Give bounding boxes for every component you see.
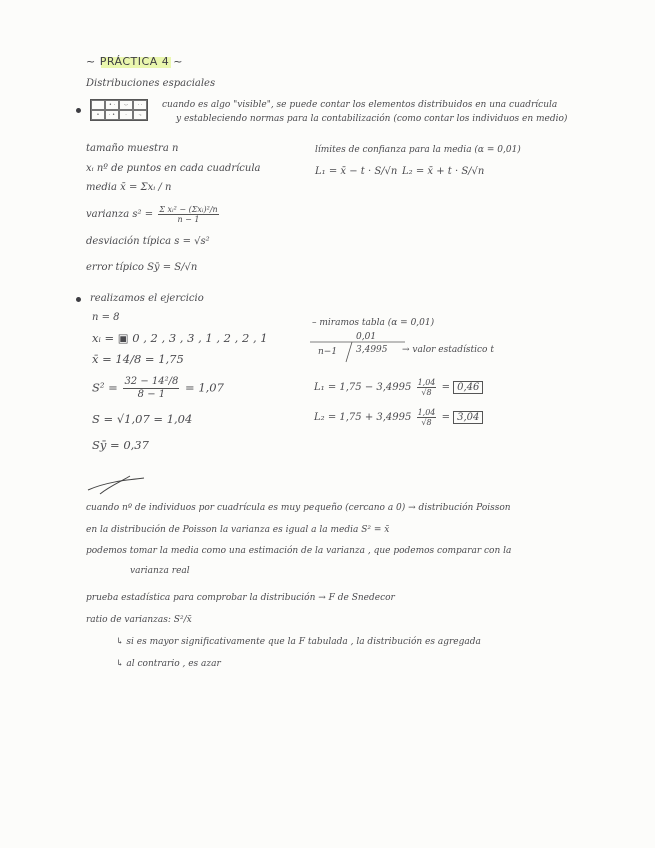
table-title: – miramos tabla (α = 0,01) (312, 318, 435, 328)
L1-calc: L₁ = 1,75 − 3,4995 $\frac{1,04}{√8}$ = 0,46 (314, 378, 483, 397)
exercise-variance (92, 376, 224, 401)
mean-formula: media x̄ = Σxᵢ / n (86, 182, 172, 193)
s2-denominator: 8 − 1 (137, 389, 166, 400)
variance-fraction (158, 205, 218, 224)
s2-numerator: 32 − 14²/8 (124, 376, 179, 387)
variance-label: varianza s² = (86, 209, 154, 220)
exercise-heading: realizamos el ejercicio (90, 293, 204, 304)
L2-calc: L₂ = 1,75 + 3,4995 $\frac{1,04}{√8}$ = 3,04 (314, 408, 483, 427)
grid-cell: ·: (133, 110, 147, 120)
L2-formula: L₂ = x̄ + t · S/√n (402, 166, 485, 177)
note-line-1: cuando nº de individuos por cuadrícula es muy pequeño (cercano a 0) → distribución Poisson (86, 503, 511, 513)
page-title: ~ PRÁCTICA 4 ~ (86, 55, 183, 68)
note-line-5: prueba estadística para comprobar la distribución → F de Snedecor (86, 593, 395, 603)
grid-cell: • · (105, 100, 119, 110)
exercise-xi: xᵢ = ▣ 0 , 2 , 3 , 3 , 1 , 2 , 2 , 1 (92, 331, 268, 345)
exercise-mean: x̄ = 14/8 = 1,75 (92, 352, 184, 366)
sd-formula: desviación típica s = √s² (86, 236, 210, 247)
table-header: 0,01 (356, 332, 377, 342)
xi-def: xᵢ nº de puntos en cada cuadrícula (86, 163, 261, 174)
L2-fraction (417, 408, 437, 427)
table-note: → valor estadístico t (402, 345, 494, 355)
L1-frac-num: 1,04 (417, 378, 436, 387)
exercise-s: S = √1,07 = 1,04 (92, 412, 193, 426)
L2-result: 3,04 (453, 411, 483, 424)
subtitle: Distribuciones espaciales (86, 78, 216, 89)
sample-size-def: tamaño muestra n (86, 143, 179, 154)
s2-fraction (123, 376, 179, 401)
L1-fraction (417, 378, 437, 397)
note-line-4: varianza real (130, 566, 190, 576)
table-row-label: n−1 (318, 347, 338, 357)
s2-result: = 1,07 (185, 380, 224, 395)
se-formula: error típico Sȳ = S/√n (86, 262, 198, 273)
grid-cell (91, 100, 105, 110)
note-line-6: ratio de varianzas: S²/x̄ (86, 615, 192, 625)
intro-line-2: y estableciendo normas para la contabilización (como contar los individuos en medio) (176, 114, 568, 124)
note-line-2: en la distribución de Poisson la varianza es igual a la media S² = x̄ (86, 525, 390, 535)
grid-cell: · · (133, 100, 147, 110)
L2-frac-num: 1,04 (417, 408, 436, 417)
table-value: 3,4995 (356, 345, 388, 355)
L2-frac-den: √8 (421, 418, 432, 427)
bullet-icon (76, 297, 81, 302)
L1-result: 0,46 (453, 381, 483, 394)
variance-denominator: n − 1 (177, 215, 200, 224)
bullet-icon (76, 108, 81, 113)
variance-numerator: Σ xᵢ² − (Σxᵢ)²/n (159, 205, 218, 214)
exercise-n: n = 8 (92, 312, 120, 323)
grid-cell: • (91, 110, 105, 120)
L1-formula: L₁ = x̄ − t · S/√n (315, 166, 398, 177)
s2-label: S² = (92, 380, 118, 395)
L2-expr: L₂ = 1,75 + 3,4995 (314, 412, 412, 423)
grid-cell: ·:· (119, 100, 133, 110)
grid-cell: · (119, 110, 133, 120)
quadrat-grid-diagram (90, 99, 148, 121)
variance-formula (86, 205, 221, 224)
note-line-7: ↳ si es mayor significativamente que la F tabulada , la distribución es agregada (116, 637, 481, 647)
section-divider (86, 472, 166, 496)
grid-cell: · • (105, 110, 119, 120)
conf-title: límites de confianza para la media (α = 0,01) (315, 145, 521, 155)
note-line-3: podemos tomar la media como una estimación de la varianza , que podemos comparar con la (86, 546, 512, 556)
exercise-sy: Sȳ = 0,37 (92, 438, 149, 452)
L1-expr: L₁ = 1,75 − 3,4995 (314, 382, 412, 393)
intro-line-1: cuando es algo "visible", se puede contar los elementos distribuidos en una cuadrícula (162, 100, 558, 110)
L1-frac-den: √8 (421, 388, 432, 397)
note-line-8: ↳ al contrario , es azar (116, 659, 221, 669)
